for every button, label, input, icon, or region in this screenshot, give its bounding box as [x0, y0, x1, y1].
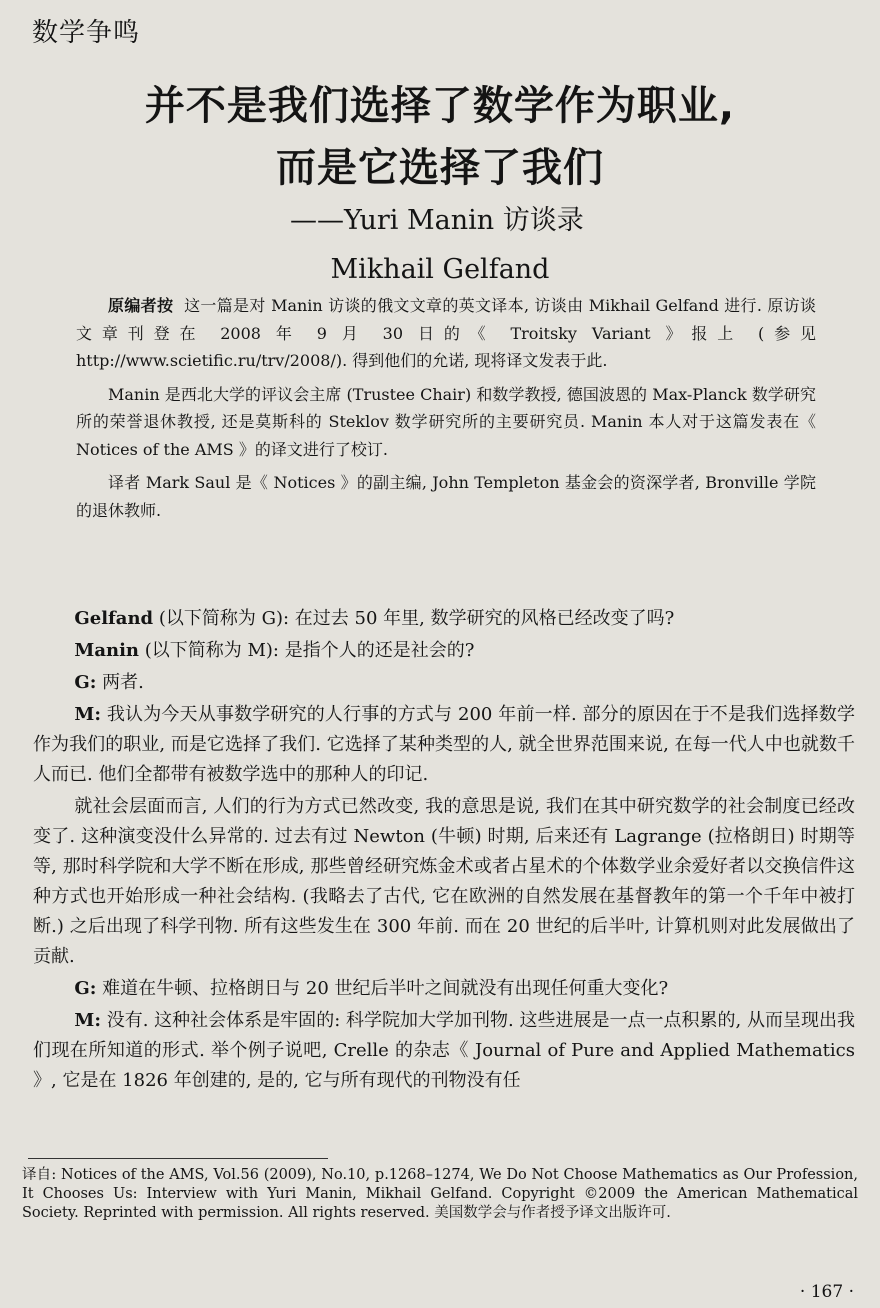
speaker-label: Gelfand: [74, 608, 154, 629]
article-subtitle: ——Yuri Manin 访谈录: [290, 205, 584, 236]
footnote: 译自: Notices of the AMS, Vol.56 (2009), No.10, p.1268–1274, We Do Not Choose Mathematics as Our Profession, It Chooses Us: Interview with Yuri Manin, Mikhail Gelfand. Copyright ©2009 the American Mathematical Society. Reprinted with permission. All rights reserved. 美国数学会与作者授予译文出版许可.: [22, 1167, 858, 1221]
interview-paragraph: [33, 700, 855, 790]
paragraph-text: 就社会层面而言, 人们的行为方式已然改变, 我的意思是说, 我们在其中研究数学的社会制度已经改变了. 这种演变没什么异常的. 过去有过 Newton (牛顿) 时期, 后来还有 Lagrange (拉格朗日) 时期等等, 那时科学院和大学不断在形成, 那些曾经研究炼金术或者占星术的个体数学业余爱好者以交换信件这种方式也开始形成一种社会结构. (我略去了古代, 它在欧洲的自然发展在基督教年的第一个千年中被打断.) 之后出现了科学刊物. 所有这些发生在 300 年前. 而在 20 世纪的后半叶, 计算机则对此发展做出了贡献.: [33, 796, 855, 967]
speaker-label: G:: [74, 672, 97, 693]
paragraph-text: 没有. 这种社会体系是牢固的: 科学院加大学加刊物. 这些进展是一点一点积累的, 从而呈现出我们现在所知道的形式. 举个例子说吧, Crelle 的杂志《 Journal of Pure and Applied Mathematics 》, 它是在 1826 年创建的, 是的, 它与所有现代的刊物没有任: [33, 1010, 855, 1091]
page-number: · 167 ·: [799, 1282, 854, 1302]
editor-note: [76, 292, 816, 524]
interview-paragraph: [33, 974, 855, 1004]
editor-note-paragraph-3: 译者 Mark Saul 是《 Notices 》的副主编, John Templeton 基金会的资深学者, Bronville 学院的退休教师.: [76, 473, 816, 520]
interview-paragraph: [33, 792, 855, 972]
article-title-line-2: 而是它选择了我们: [276, 145, 604, 191]
editor-note-paragraph-2: Manin 是西北大学的评议会主席 (Trustee Chair) 和数学教授, 德国波恩的 Max-Planck 数学研究所的荣誉退休教授, 还是莫斯科的 Steklov 数学研究所的主要研究员. Manin 本人对于这篇发表在《 Notices of the AMS 》的译文进行了校订.: [76, 384, 816, 459]
interview-paragraph: [33, 668, 855, 698]
article-title-line-1: 并不是我们选择了数学作为职业,: [144, 83, 736, 129]
speaker-label: M:: [74, 1010, 101, 1031]
editor-note-label: 原编者按: [108, 296, 174, 315]
interview-paragraph: [33, 636, 855, 666]
editor-note-paragraph-1: [76, 292, 816, 375]
paragraph-text: 我认为今天从事数学研究的人行事的方式与 200 年前一样. 部分的原因在于不是我们选择数学作为我们的职业, 而是它选择了我们. 它选择了某种类型的人, 就全世界范围来说, 在每一代人中也就数千人而已. 他们全都带有被数学选中的那种人的印记.: [33, 704, 855, 785]
section-label: 数学争鸣: [32, 18, 141, 48]
paragraph-text: 两者.: [96, 672, 144, 693]
interview-paragraph: [33, 1006, 855, 1096]
paragraph-text: 难道在牛顿、拉格朗日与 20 世纪后半叶之间就没有出现任何重大变化?: [96, 978, 669, 999]
speaker-label: M:: [74, 704, 101, 725]
paragraph-text: (以下简称为 G): 在过去 50 年里, 数学研究的风格已经改变了吗?: [153, 608, 675, 629]
interview-body: [33, 604, 855, 1098]
footnote-divider: [28, 1158, 328, 1159]
interview-paragraph: [33, 604, 855, 634]
editor-note-text: 这一篇是对 Manin 访谈的俄文文章的英文译本, 访谈由 Mikhail Gelfand 进行. 原访谈文章刊登在 2008 年 9 月 30 日的《 Troitsky Variant 》报上 (参见 http://www.scietific.ru/trv/2008/). 得到他们的允诺, 现将译文发表于此.: [76, 296, 816, 370]
speaker-label: Manin: [74, 640, 139, 661]
speaker-label: G:: [74, 978, 97, 999]
paragraph-text: (以下简称为 M): 是指个人的还是社会的?: [139, 640, 475, 661]
author-name: Mikhail Gelfand: [330, 254, 550, 285]
